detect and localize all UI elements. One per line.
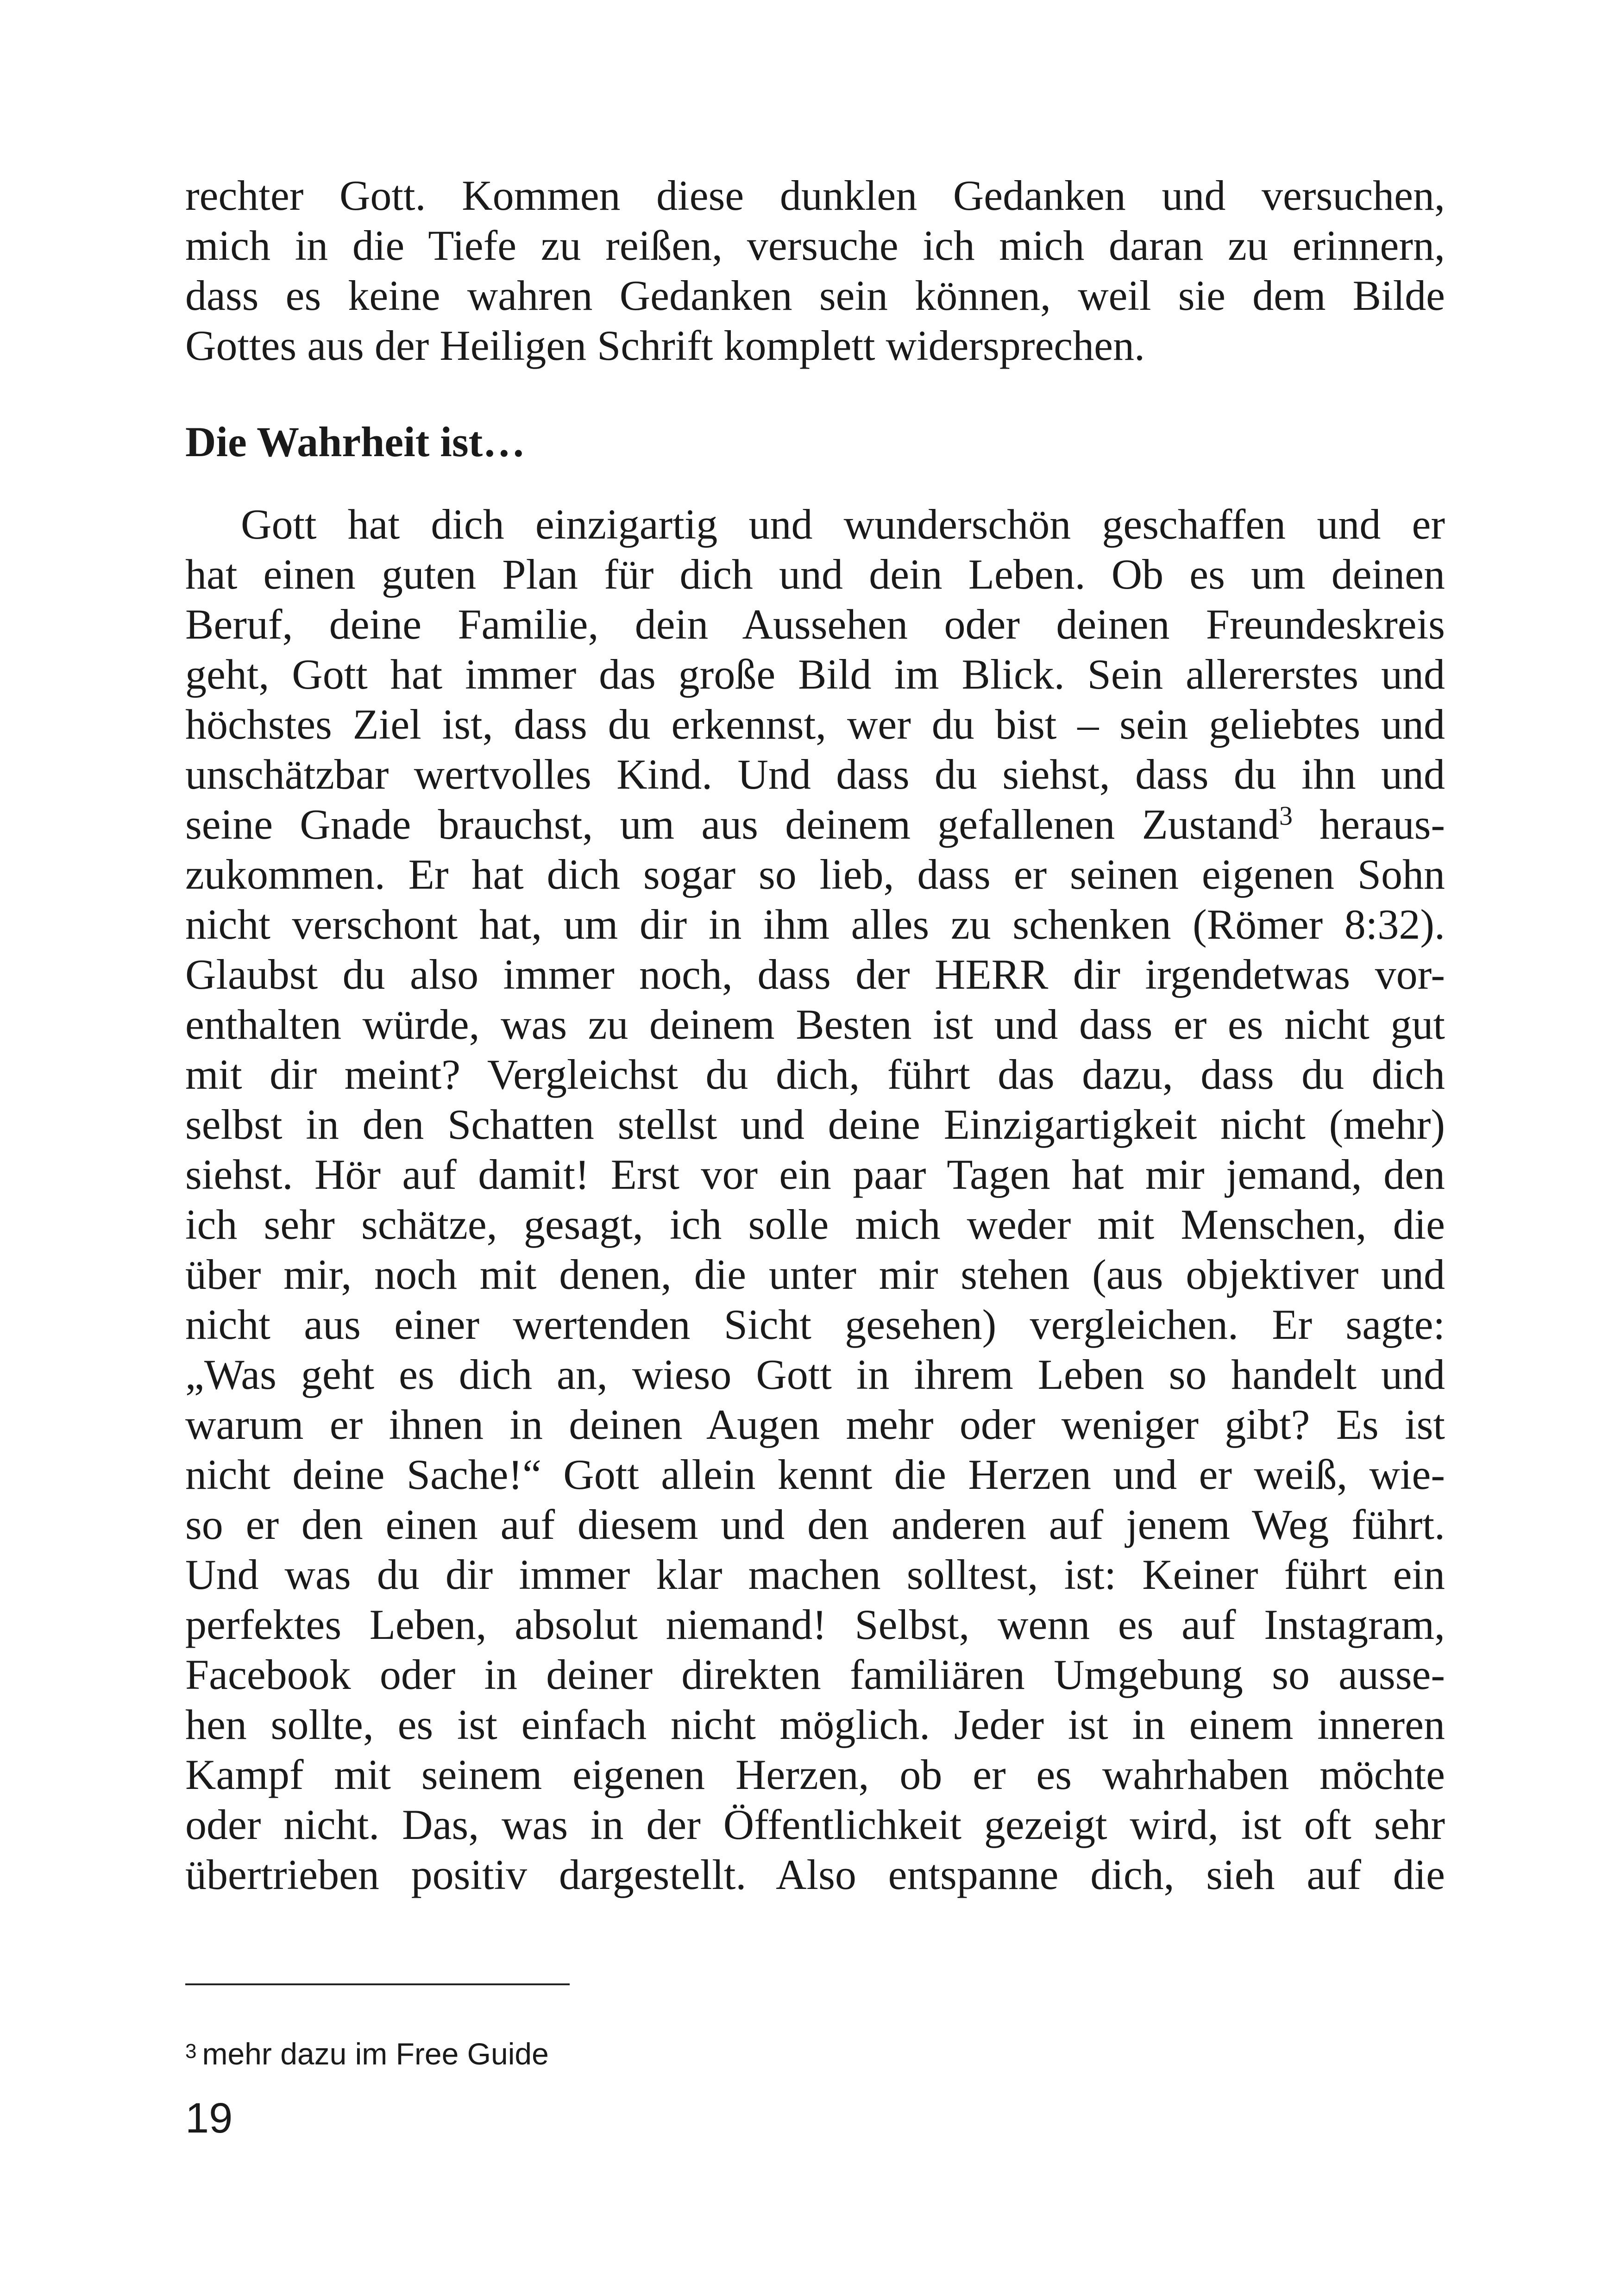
body-paragraph	[185, 499, 1445, 1900]
text-line-head: seine Gnade brauchst, um aus deinem gefallenen Zustand	[185, 801, 1280, 848]
text-line: übertrieben positiv dargestellt. Also entspanne dich, sieh auf die	[185, 1851, 1445, 1898]
intro-paragraph	[185, 170, 1445, 370]
text-line: mich in die Tiefe zu reißen, versuche ich mich daran zu erinnern,	[185, 222, 1445, 269]
text-line: dass es keine wahren Gedanken sein können, weil sie dem Bilde	[185, 272, 1445, 319]
text-line: „Was geht es dich an, wieso Gott in ihrem Leben so handelt und	[185, 1351, 1445, 1398]
text-line: Facebook oder in deiner direkten familiären Umgebung so ausse-	[185, 1651, 1445, 1698]
text-line: unschätzbar wertvolles Kind. Und dass du siehst, dass du ihn und	[185, 751, 1445, 798]
page-number: 19	[185, 2095, 233, 2142]
text-line: rechter Gott. Kommen diese dunklen Gedanken und versuchen,	[185, 172, 1445, 219]
text-line: enthalten würde, was zu deinem Besten ist und dass er es nicht gut	[185, 1001, 1445, 1048]
footnote	[185, 2035, 549, 2072]
footnote-mark: 3	[185, 2040, 197, 2063]
text-line: ich sehr schätze, gesagt, ich solle mich weder mit Menschen, die	[185, 1201, 1445, 1248]
text-line: mit dir meint? Vergleichst du dich, führt das dazu, dass du dich	[185, 1051, 1445, 1098]
text-line: perfektes Leben, absolut niemand! Selbst, wenn es auf Instagram,	[185, 1601, 1445, 1648]
text-line: Kampf mit seinem eigenen Herzen, ob er es wahrhaben möchte	[185, 1751, 1445, 1798]
footnote-text: mehr dazu im Free Guide	[202, 2037, 549, 2071]
text-line: Und was du dir immer klar machen solltest, ist: Keiner führt ein	[185, 1551, 1445, 1598]
text-line: Beruf, deine Familie, dein Aussehen oder deinen Freundeskreis	[185, 601, 1445, 648]
text-line: Gott hat dich einzigartig und wunderschön geschaffen und er	[241, 501, 1445, 548]
text-line: Gottes aus der Heiligen Schrift komplett widersprechen.	[185, 322, 1145, 369]
text-line: Glaubst du also immer noch, dass der HERR dir irgendetwas vor-	[185, 951, 1445, 998]
text-line: nicht aus einer wertenden Sicht gesehen) vergleichen. Er sagte:	[185, 1301, 1445, 1348]
text-line: hen sollte, es ist einfach nicht möglich. Jeder ist in einem inneren	[185, 1701, 1445, 1748]
text-line: selbst in den Schatten stellst und deine Einzigartigkeit nicht (mehr)	[185, 1101, 1445, 1148]
text-line: geht, Gott hat immer das große Bild im Blick. Sein allererstes und	[185, 651, 1445, 698]
section-heading: Die Wahrheit ist…	[185, 418, 526, 465]
footnote-reference[interactable]: 3	[1279, 801, 1293, 831]
text-line: warum er ihnen in deinen Augen mehr oder weniger gibt? Es ist	[185, 1401, 1445, 1448]
text-line: zukommen. Er hat dich sogar so lieb, dass er seinen eigenen Sohn	[185, 851, 1445, 898]
text-line: oder nicht. Das, was in der Öffentlichkeit gezeigt wird, ist oft sehr	[185, 1801, 1445, 1848]
text-line-tail: heraus-	[1293, 801, 1445, 848]
text-line: höchstes Ziel ist, dass du erkennst, wer du bist – sein geliebtes und	[185, 701, 1445, 748]
text-line: siehst. Hör auf damit! Erst vor ein paar Tagen hat mir jemand, den	[185, 1151, 1445, 1198]
text-line: nicht verschont hat, um dir in ihm alles zu schenken (Römer 8:32).	[185, 901, 1445, 948]
text-line: über mir, noch mit denen, die unter mir stehen (aus objektiver und	[185, 1251, 1445, 1298]
footnote-separator	[185, 1983, 570, 1985]
text-line: hat einen guten Plan für dich und dein Leben. Ob es um deinen	[185, 551, 1445, 598]
text-line-with-footnote	[185, 799, 1445, 849]
text-line: so er den einen auf diesem und den anderen auf jenem Weg führt.	[185, 1501, 1445, 1548]
text-line: nicht deine Sache!“ Gott allein kennt die Herzen und er weiß, wie-	[185, 1451, 1445, 1498]
